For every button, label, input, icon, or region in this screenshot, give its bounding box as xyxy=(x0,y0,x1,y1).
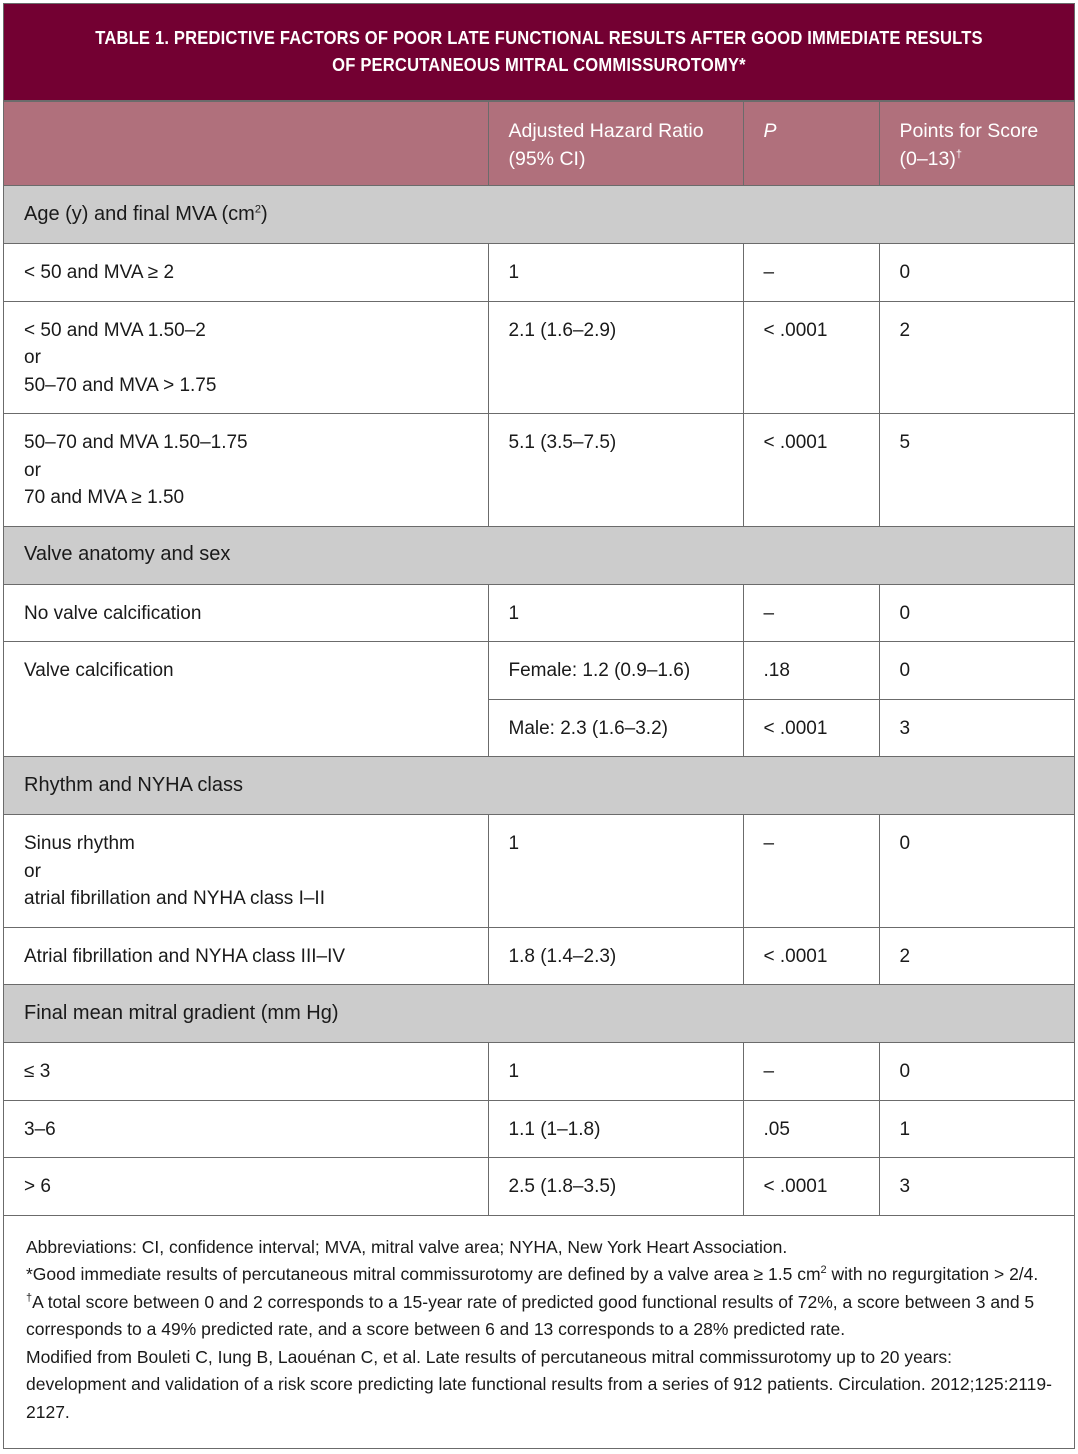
factor-cell: ≤ 3 xyxy=(4,1043,488,1101)
p-value-cell: < .0001 xyxy=(743,301,879,414)
hazard-ratio-cell: 5.1 (3.5–7.5) xyxy=(488,414,743,527)
dagger-note: †A total score between 0 and 2 corresponds to a 15-year rate of predicted good functional results of 72%, a score between 3 and 5 corresponds to a 49% predicted rate, and a score between 6 and 13 corresponds to a 28% predicted rate. xyxy=(26,1291,1035,1339)
p-value-cell: < .0001 xyxy=(743,1158,879,1216)
points-cell: 3 xyxy=(879,1158,1074,1216)
source-note: Modified from Bouleti C, Iung B, Laouénan C, et al. Late results of percutaneous mitral commissurotomy up to 20 years: development and validation of a risk score predicting late functional results from a series of 912 patients. Circulation. 2012;125:2119-2127. xyxy=(26,1346,1052,1422)
table-row xyxy=(4,1043,1074,1101)
hazard-ratio-cell: 2.5 (1.8–3.5) xyxy=(488,1158,743,1216)
table-row xyxy=(4,927,1074,985)
hazard-ratio-cell: 1 xyxy=(488,584,743,642)
points-cell: 0 xyxy=(879,1043,1074,1101)
hazard-ratio-cell: 1 xyxy=(488,244,743,302)
asterisk-note: *Good immediate results of percutaneous mitral commissurotomy are defined by a valve area ≥ 1.5 $cm^2$ with no regurgitation > 2/4. xyxy=(26,1264,1039,1284)
table-row xyxy=(4,244,1074,302)
header-points: Points for Score (0–13)† xyxy=(879,102,1074,186)
header-p-value: P xyxy=(743,102,879,186)
points-cell: 0 xyxy=(879,815,1074,928)
section-label: Rhythm and NYHA class xyxy=(4,757,1074,815)
header-hazard-ratio: Adjusted Hazard Ratio (95% CI) xyxy=(488,102,743,186)
abbreviations-note: Abbreviations: CI, confidence interval; MVA, mitral valve area; NYHA, New York Heart Association. xyxy=(26,1236,788,1257)
p-value-cell: – xyxy=(743,815,879,928)
points-cell: 5 xyxy=(879,414,1074,527)
section-row-gradient xyxy=(4,985,1074,1043)
hazard-ratio-cell: 1 xyxy=(488,1043,743,1101)
section-label: Age (y) and final MVA $(cm^2)$ xyxy=(4,186,1074,244)
p-value-cell: – xyxy=(743,584,879,642)
table-title-bar xyxy=(4,4,1074,101)
table-row xyxy=(4,1158,1074,1216)
p-value-cell: – xyxy=(743,244,879,302)
p-value-cell: < .0001 xyxy=(743,927,879,985)
hazard-ratio-cell: Female: 1.2 (0.9–1.6) xyxy=(488,642,743,700)
p-value-cell: .18 xyxy=(743,642,879,700)
p-value-cell: < .0001 xyxy=(743,699,879,757)
header-factor xyxy=(4,102,488,186)
factor-cell: Atrial fibrillation and NYHA class III–IV xyxy=(4,927,488,985)
points-cell: 3 xyxy=(879,699,1074,757)
p-value-cell: – xyxy=(743,1043,879,1101)
table-row xyxy=(4,642,1074,700)
table-footnotes xyxy=(4,1216,1074,1427)
factor-cell: Valve calcification xyxy=(4,642,488,757)
hazard-ratio-cell: 2.1 (1.6–2.9) xyxy=(488,301,743,414)
table-row xyxy=(4,815,1074,928)
table-frame xyxy=(3,3,1075,1449)
points-cell: 2 xyxy=(879,927,1074,985)
data-table xyxy=(4,101,1074,1216)
table-row xyxy=(4,1100,1074,1158)
points-cell: 1 xyxy=(879,1100,1074,1158)
section-row-age xyxy=(4,186,1074,244)
section-row-valve xyxy=(4,526,1074,584)
factor-cell: No valve calcification xyxy=(4,584,488,642)
factor-cell: > 6 xyxy=(4,1158,488,1216)
hazard-ratio-cell: Male: 2.3 (1.6–3.2) xyxy=(488,699,743,757)
points-cell: 2 xyxy=(879,301,1074,414)
p-value-cell: .05 xyxy=(743,1100,879,1158)
section-row-rhythm xyxy=(4,757,1074,815)
header-row xyxy=(4,102,1074,186)
points-cell: 0 xyxy=(879,584,1074,642)
table-row xyxy=(4,414,1074,527)
factor-cell: < 50 and MVA 1.50–2 or 50–70 and MVA > 1.75 xyxy=(4,301,488,414)
table-row xyxy=(4,301,1074,414)
factor-cell: 50–70 and MVA 1.50–1.75 or 70 and MVA ≥ 1.50 xyxy=(4,414,488,527)
p-value-cell: < .0001 xyxy=(743,414,879,527)
points-cell: 0 xyxy=(879,642,1074,700)
table-title: TABLE 1. PREDICTIVE FACTORS OF POOR LATE FUNCTIONAL RESULTS AFTER GOOD IMMEDIATE RESULTS OF PERCUTANEOUS MITRAL COMMISSUROTOMY* xyxy=(95,28,983,75)
hazard-ratio-cell: 1.8 (1.4–2.3) xyxy=(488,927,743,985)
factor-cell: < 50 and MVA ≥ 2 xyxy=(4,244,488,302)
hazard-ratio-cell: 1 xyxy=(488,815,743,928)
hazard-ratio-cell: 1.1 (1–1.8) xyxy=(488,1100,743,1158)
factor-cell: Sinus rhythm or atrial fibrillation and NYHA class I–II xyxy=(4,815,488,928)
table-row xyxy=(4,584,1074,642)
points-cell: 0 xyxy=(879,244,1074,302)
factor-cell: 3–6 xyxy=(4,1100,488,1158)
section-label: Final mean mitral gradient (mm Hg) xyxy=(4,985,1074,1043)
section-label: Valve anatomy and sex xyxy=(4,526,1074,584)
